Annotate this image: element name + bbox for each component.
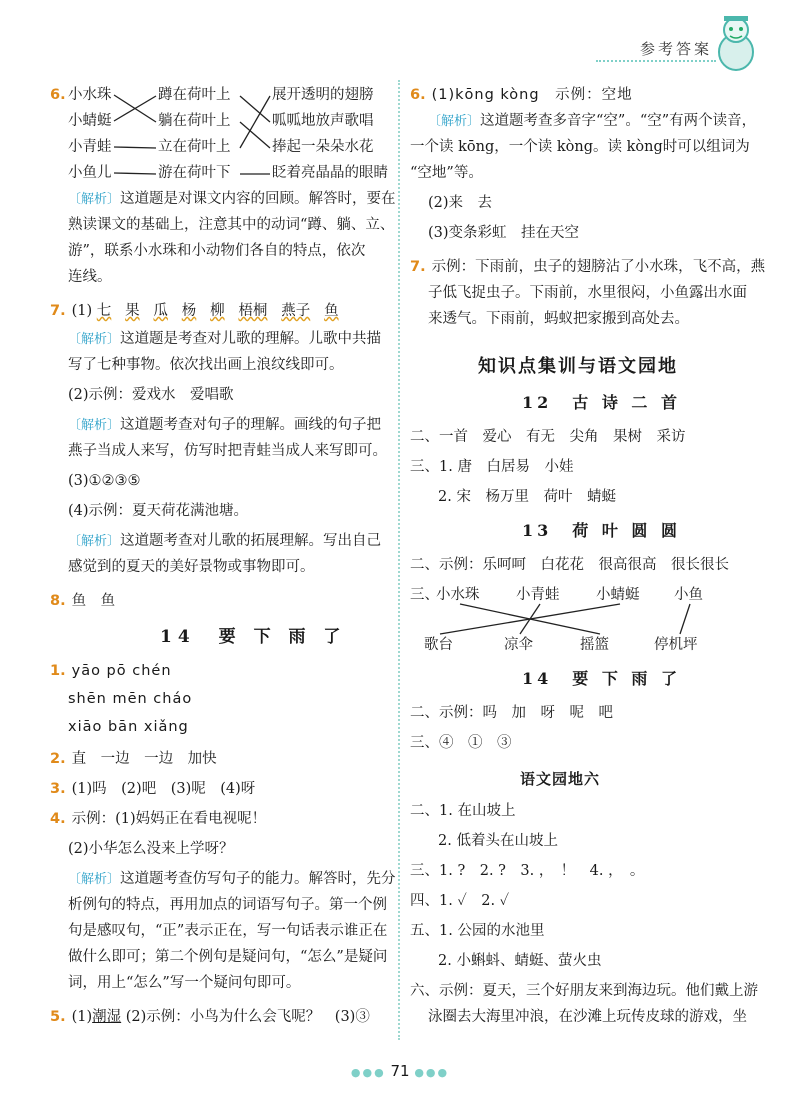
analysis-line: 这道题考查多音字“空”。“空”有两个读音，	[480, 113, 757, 129]
answer: 六、示例：夏天，三个好朋友来到海边玩。他们戴上游	[410, 983, 758, 999]
wavy-word: 果	[125, 303, 140, 319]
answer: (2)来 去	[428, 195, 493, 211]
analysis-line: 游”，联系小水珠和小动物们各自的特点，依次	[68, 243, 366, 259]
matching-lines	[50, 82, 390, 192]
wavy-word: 燕子	[281, 303, 311, 319]
analysis-line: 这道题是考查对儿歌的理解。儿歌中共描	[120, 331, 382, 347]
analysis-tag: 〔解析〕	[68, 534, 121, 549]
answer: 2. 宋 杨万里 荷叶 蜻蜓	[438, 489, 616, 505]
answer: (1)吗 (2)吧 (3)呢 (4)呀	[71, 781, 256, 797]
match-line	[240, 96, 270, 122]
answer-line: 子低飞捉虫子。下雨前，水里很闷，小鱼露出水面	[428, 285, 747, 301]
question-number: 7.	[410, 259, 426, 275]
match-item: 小青蛙	[68, 139, 112, 155]
section-title: 语文园地六	[520, 770, 601, 788]
answer-line: 示例：下雨前，虫子的翅膀沾了小水珠，飞不高，燕	[431, 259, 766, 275]
question-number: 3.	[50, 781, 66, 797]
match-item: 凉伞	[504, 637, 533, 653]
page-number: 71	[390, 1062, 410, 1080]
question-number: 5.	[50, 1009, 66, 1025]
matching-lines	[410, 582, 750, 662]
analysis-line: 熟读课文的基础上，注意其中的动词“蹲、躺、立、	[68, 217, 395, 233]
column-divider	[398, 80, 400, 1040]
underlined-word: 潮湿	[92, 1009, 122, 1025]
match-line	[680, 604, 690, 634]
question-7	[410, 254, 765, 280]
answer: 2. 小蝌蚪、蜻蜓、萤火虫	[438, 953, 602, 969]
analysis	[68, 186, 396, 213]
lesson-q3	[50, 776, 255, 802]
match-item: 摇篮	[580, 637, 609, 653]
answer: 三、1. 唐 白居易 小娃	[410, 459, 574, 475]
question-6	[410, 82, 633, 108]
section-title: 知识点集训与语文园地	[478, 356, 678, 377]
analysis-tag: 〔解析〕	[68, 872, 121, 887]
match-item: 游在荷叶下	[158, 165, 231, 181]
analysis-line: 做什么即可；第二个例句是疑问句，“怎么”是疑问	[68, 949, 388, 965]
wavy-word: 柳	[210, 303, 225, 319]
decorative-dots: ●●●	[414, 1066, 450, 1079]
pinyin-line: yāo pō chén	[71, 663, 172, 679]
wavy-word: 鱼	[324, 303, 339, 319]
analysis	[68, 326, 381, 353]
analysis-line: 燕子当成人来写，仿写时把青蛙当成人来写即可。	[68, 443, 387, 459]
matching-prefix: 三、	[410, 587, 439, 603]
analysis-tag: 〔解析〕	[68, 418, 121, 433]
analysis	[68, 866, 396, 893]
mascot-icon	[710, 12, 762, 76]
answer: 四、1. ✓ 2. ✓	[410, 893, 510, 909]
analysis-line: 写了七种事物。依次找出画上浪纹线即可。	[68, 357, 344, 373]
analysis-tag: 〔解析〕	[68, 192, 121, 207]
match-item: 小青蛙	[516, 587, 560, 603]
analysis-line: 这道题考查对句子的理解。画线的句子把	[120, 417, 382, 433]
match-item: 小鱼儿	[68, 165, 112, 181]
match-item: 歌台	[424, 637, 453, 653]
answer: (3)变条彩虹 挂在天空	[428, 225, 580, 241]
answer: 直 一边 一边 加快	[71, 751, 217, 767]
answer: 二、一首 爱心 有无 尖角 果树 采访	[410, 429, 686, 445]
lesson-title: 13 荷 叶 圆 圆	[522, 521, 681, 540]
wavy-word: 瓜	[153, 303, 168, 319]
pinyin-line: shēn mēn cháo	[68, 691, 193, 707]
match-item: 捧起一朵朵水花	[272, 139, 374, 155]
page-header	[590, 6, 780, 76]
lesson-title: 14 要 下 雨 了	[522, 669, 681, 688]
question-8	[50, 588, 115, 614]
analysis-tag: 〔解析〕	[68, 332, 121, 347]
header-title: 参考答案	[639, 40, 712, 58]
decorative-dots: ●●●	[350, 1066, 386, 1079]
analysis-line: 连线。	[68, 269, 112, 285]
answer: 二、示例：吗 加 呀 呢 吧	[410, 705, 613, 721]
lesson-q1	[50, 658, 172, 684]
match-item: 小水珠	[436, 587, 480, 603]
match-item: 蹲在荷叶上	[158, 87, 231, 103]
question-number: 4.	[50, 811, 66, 827]
answer: 鱼 鱼	[71, 593, 116, 609]
analysis-line: 句是感叹句，“正”表示正在，写一句话表示谁正在	[68, 923, 388, 939]
answer: 示例：(1)妈妈正在看电视呢！	[71, 811, 267, 827]
match-line	[240, 96, 270, 148]
match-item: 停机坪	[654, 637, 698, 653]
match-item: 小鱼	[674, 587, 703, 603]
match-line	[440, 604, 620, 634]
page-footer	[0, 1062, 800, 1080]
answer-line: 来透气。下雨前，蚂蚁把家搬到高处去。	[428, 311, 689, 327]
analysis-line: 析例句的特点，再用加点的词语写句子。第一个例	[68, 897, 387, 913]
wavy-word: 杨	[181, 303, 197, 319]
match-item: 躺在荷叶上	[158, 113, 231, 129]
answer: 二、1. 在山坡上	[410, 803, 516, 819]
answer: 三、④ ① ③	[410, 735, 512, 751]
analysis-line: “空地”等。	[410, 165, 483, 181]
match-item: 眨着亮晶晶的眼睛	[272, 165, 388, 181]
match-item: 小蜻蜓	[596, 587, 640, 603]
lesson-q5	[50, 1004, 370, 1030]
lesson-title: 14 要 下 雨 了	[160, 627, 347, 647]
question-number: 7.	[50, 303, 66, 319]
answer: (4)示例：夏天荷花满池塘。	[68, 503, 249, 519]
analysis-line: 感觉到的夏天的美好景物或事物即可。	[68, 559, 315, 575]
question-number: 6.	[50, 87, 66, 103]
answer: (1)kōng kòng 示例：空地	[431, 87, 633, 103]
answer-prefix: (1)	[71, 303, 93, 319]
match-item: 立在荷叶上	[158, 139, 231, 155]
analysis	[68, 412, 381, 439]
analysis-line: 一个读 kōng，一个读 kòng。读 kòng时可以组词为	[410, 139, 750, 155]
analysis-line: 这道题考查对儿歌的拓展理解。写出自己	[120, 533, 382, 549]
match-item: 小蜻蜓	[68, 113, 112, 129]
lesson-q4	[50, 806, 266, 832]
wavy-word: 七	[96, 303, 112, 319]
answer: (2)小华怎么没来上学呀？	[68, 841, 234, 857]
analysis	[68, 528, 381, 555]
answer: 二、示例：乐呵呵 白花花 很高很高 很长很长	[410, 557, 729, 573]
analysis-line: 这道题考查仿写句子的能力。解答时，先分	[120, 871, 396, 887]
answer: 五、1. 公园的水池里	[410, 923, 545, 939]
analysis-line: 这道题是对课文内容的回顾。解答时，要在	[120, 191, 396, 207]
match-item: 呱呱地放声歌唱	[272, 113, 374, 129]
match-line	[114, 147, 156, 148]
lesson-q2	[50, 746, 217, 772]
answer: 2. 低着头在山坡上	[438, 833, 558, 849]
answer: (2)示例：爱戏水 爱唱歌	[68, 387, 234, 403]
question-number: 1.	[50, 663, 66, 679]
answer: (3)①②③⑤	[68, 473, 141, 489]
wavy-word: 梧桐	[238, 303, 268, 319]
analysis	[428, 108, 756, 135]
match-item: 小水珠	[68, 87, 112, 103]
match-item: 展开透明的翅膀	[272, 87, 374, 103]
question-7	[50, 298, 339, 324]
answer: (2)示例：小鸟为什么会飞呢？ (3)③	[125, 1009, 370, 1025]
answer: 三、1. ? 2. ? 3. ， ！ 4. ， 。	[410, 863, 645, 879]
answer-prefix: (1)	[71, 1009, 93, 1025]
analysis-tag: 〔解析〕	[428, 114, 481, 129]
header-dotted-rule	[596, 60, 716, 62]
question-number: 6.	[410, 87, 426, 103]
match-line	[240, 122, 270, 148]
question-number: 8.	[50, 593, 66, 609]
question-number: 2.	[50, 751, 66, 767]
analysis-line: 词，用上“怎么”写一个疑问句即可。	[68, 975, 301, 991]
match-line	[114, 173, 156, 174]
answer: 泳圈去大海里冲浪，在沙滩上玩传皮球的游戏，坐	[428, 1009, 747, 1025]
lesson-title: 12 古 诗 二 首	[522, 393, 681, 412]
pinyin-line: xiāo bān xiǎng	[68, 719, 189, 735]
